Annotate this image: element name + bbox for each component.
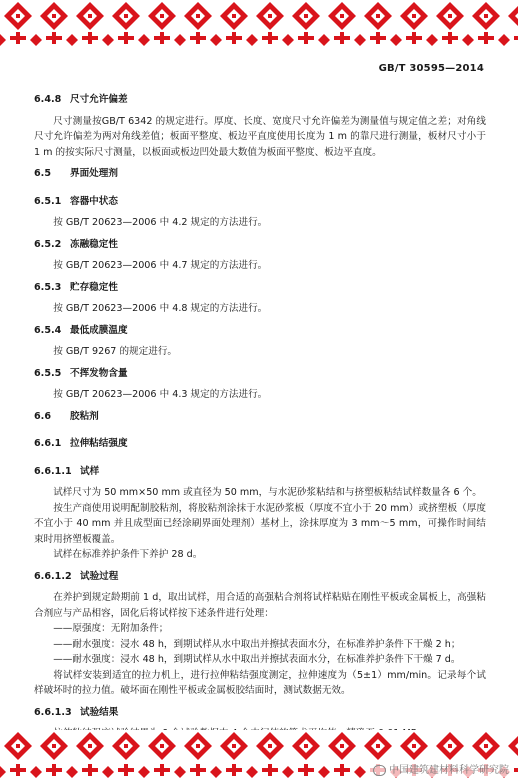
paragraph: 按 GB/T 20623—2006 中 4.7 规定的方法进行。 [53, 260, 268, 271]
decorative-border-top [0, 0, 518, 48]
section-heading [34, 436, 486, 452]
section-number: 6.6.1 [34, 438, 62, 449]
section-number: 6.6 [34, 410, 51, 422]
section-number: 6.4.8 [34, 94, 62, 105]
section-heading [34, 166, 486, 182]
section-heading [34, 464, 486, 480]
paragraph: 尺寸测量按GB/T 6342 的规定进行。厚度、长度、宽度尺寸允许偏差为测量值与规定值之差；对角线尺寸允许偏差为两对角线差值；板面平整度、板边平直度使用长度为 1 m 的靠尺进行测量，板材尺寸小于 1 m 的按实际尺寸测量，以板面或板边凹处最大数值为板面平整度、板边平直度。 [34, 115, 486, 158]
section-number: 6.5.2 [34, 238, 62, 250]
section-title: 尺寸允许偏差 [70, 94, 128, 105]
section-title: 拉伸粘结强度 [70, 438, 128, 449]
section-heading [34, 92, 486, 108]
section-title: 试验结果 [80, 706, 119, 718]
section-title: 贮存稳定性 [70, 281, 118, 293]
paragraph: 按 GB/T 20623—2006 中 4.2 规定的方法进行。 [53, 217, 268, 228]
standard-number: GB/T 30595—2014 [378, 63, 484, 74]
section-number: 6.6.1.2 [34, 570, 72, 582]
list-item: ——耐水强度：浸水 48 h，到期试样从水中取出并擦拭表面水分，在标准养护条件下干燥 7 d。 [53, 654, 461, 665]
list-item: ——耐水强度：浸水 48 h，到期试样从水中取出并擦拭表面水分，在标准养护条件下干燥 2 h； [53, 638, 461, 650]
document-body [34, 92, 486, 742]
section-title: 最低成膜温度 [70, 324, 128, 336]
section-number: 6.5.1 [34, 195, 62, 207]
section-title: 容器中状态 [70, 195, 118, 207]
section-heading [34, 194, 486, 210]
section-heading [34, 237, 486, 253]
paragraph: 按生产商使用说明配制胶粘剂，将胶粘剂涂抹于水泥砂浆板（厚度不宜小于 20 mm）或挤塑板（厚度不宜小于 40 mm 并且成型面已经涂刷界面处理剂）基材上，涂抹厚度为 3 mm～5 mm，可操作时间结束时用挤塑板覆盖。 [34, 502, 486, 545]
paragraph: 试样在标准养护条件下养护 28 d。 [53, 549, 203, 560]
section-number: 6.5.3 [34, 281, 62, 293]
section-heading [34, 569, 486, 585]
section-heading [34, 280, 486, 296]
wechat-icon [373, 765, 386, 776]
section-heading [34, 409, 486, 425]
section-title: 试验过程 [80, 570, 119, 582]
section-number: 6.6.1.3 [34, 706, 72, 718]
section-title: 界面处理剂 [70, 168, 118, 179]
watermark-text: 中国建筑建材料科学研究院 [389, 765, 509, 776]
section-heading [34, 366, 486, 382]
paragraph: 试样尺寸为 50 mm×50 mm 或直径为 50 mm，与水泥砂浆粘结和与挤塑板粘结试样数量各 6 个。 [53, 487, 482, 498]
section-title: 胶粘剂 [70, 410, 99, 422]
paragraph: 按 GB/T 20623—2006 中 4.3 规定的方法进行。 [53, 389, 268, 400]
list-item: ——原强度：无附加条件； [53, 623, 169, 634]
section-number: 6.5 [34, 168, 51, 179]
section-title: 不挥发物含量 [70, 367, 128, 379]
section-number: 6.5.5 [34, 367, 62, 379]
paragraph: 按 GB/T 20623—2006 中 4.8 规定的方法进行。 [53, 303, 268, 314]
section-number: 6.6.1.1 [34, 465, 72, 477]
paragraph: 在养护到规定龄期前 1 d，取出试样，用合适的高强粘合剂将试样粘贴在刚性平板或金属板上，高强粘合剂应与产品相容，固化后将试样按下述条件进行处理： [34, 592, 486, 619]
paragraph: 将试样安装到适宜的拉力机上，进行拉伸粘结强度测定，拉伸速度为（5±1）mm/min。记录每个试样破坏时的拉力值。破坏面在刚性平板或金属板胶结面时，测试数据无效。 [34, 669, 486, 696]
section-title: 试样 [80, 465, 100, 477]
paragraph: 按 GB/T 9267 的规定进行。 [53, 346, 178, 357]
section-number: 6.5.4 [34, 324, 62, 336]
watermark [370, 760, 512, 777]
section-heading [34, 323, 486, 339]
section-title: 冻融稳定性 [70, 238, 118, 250]
